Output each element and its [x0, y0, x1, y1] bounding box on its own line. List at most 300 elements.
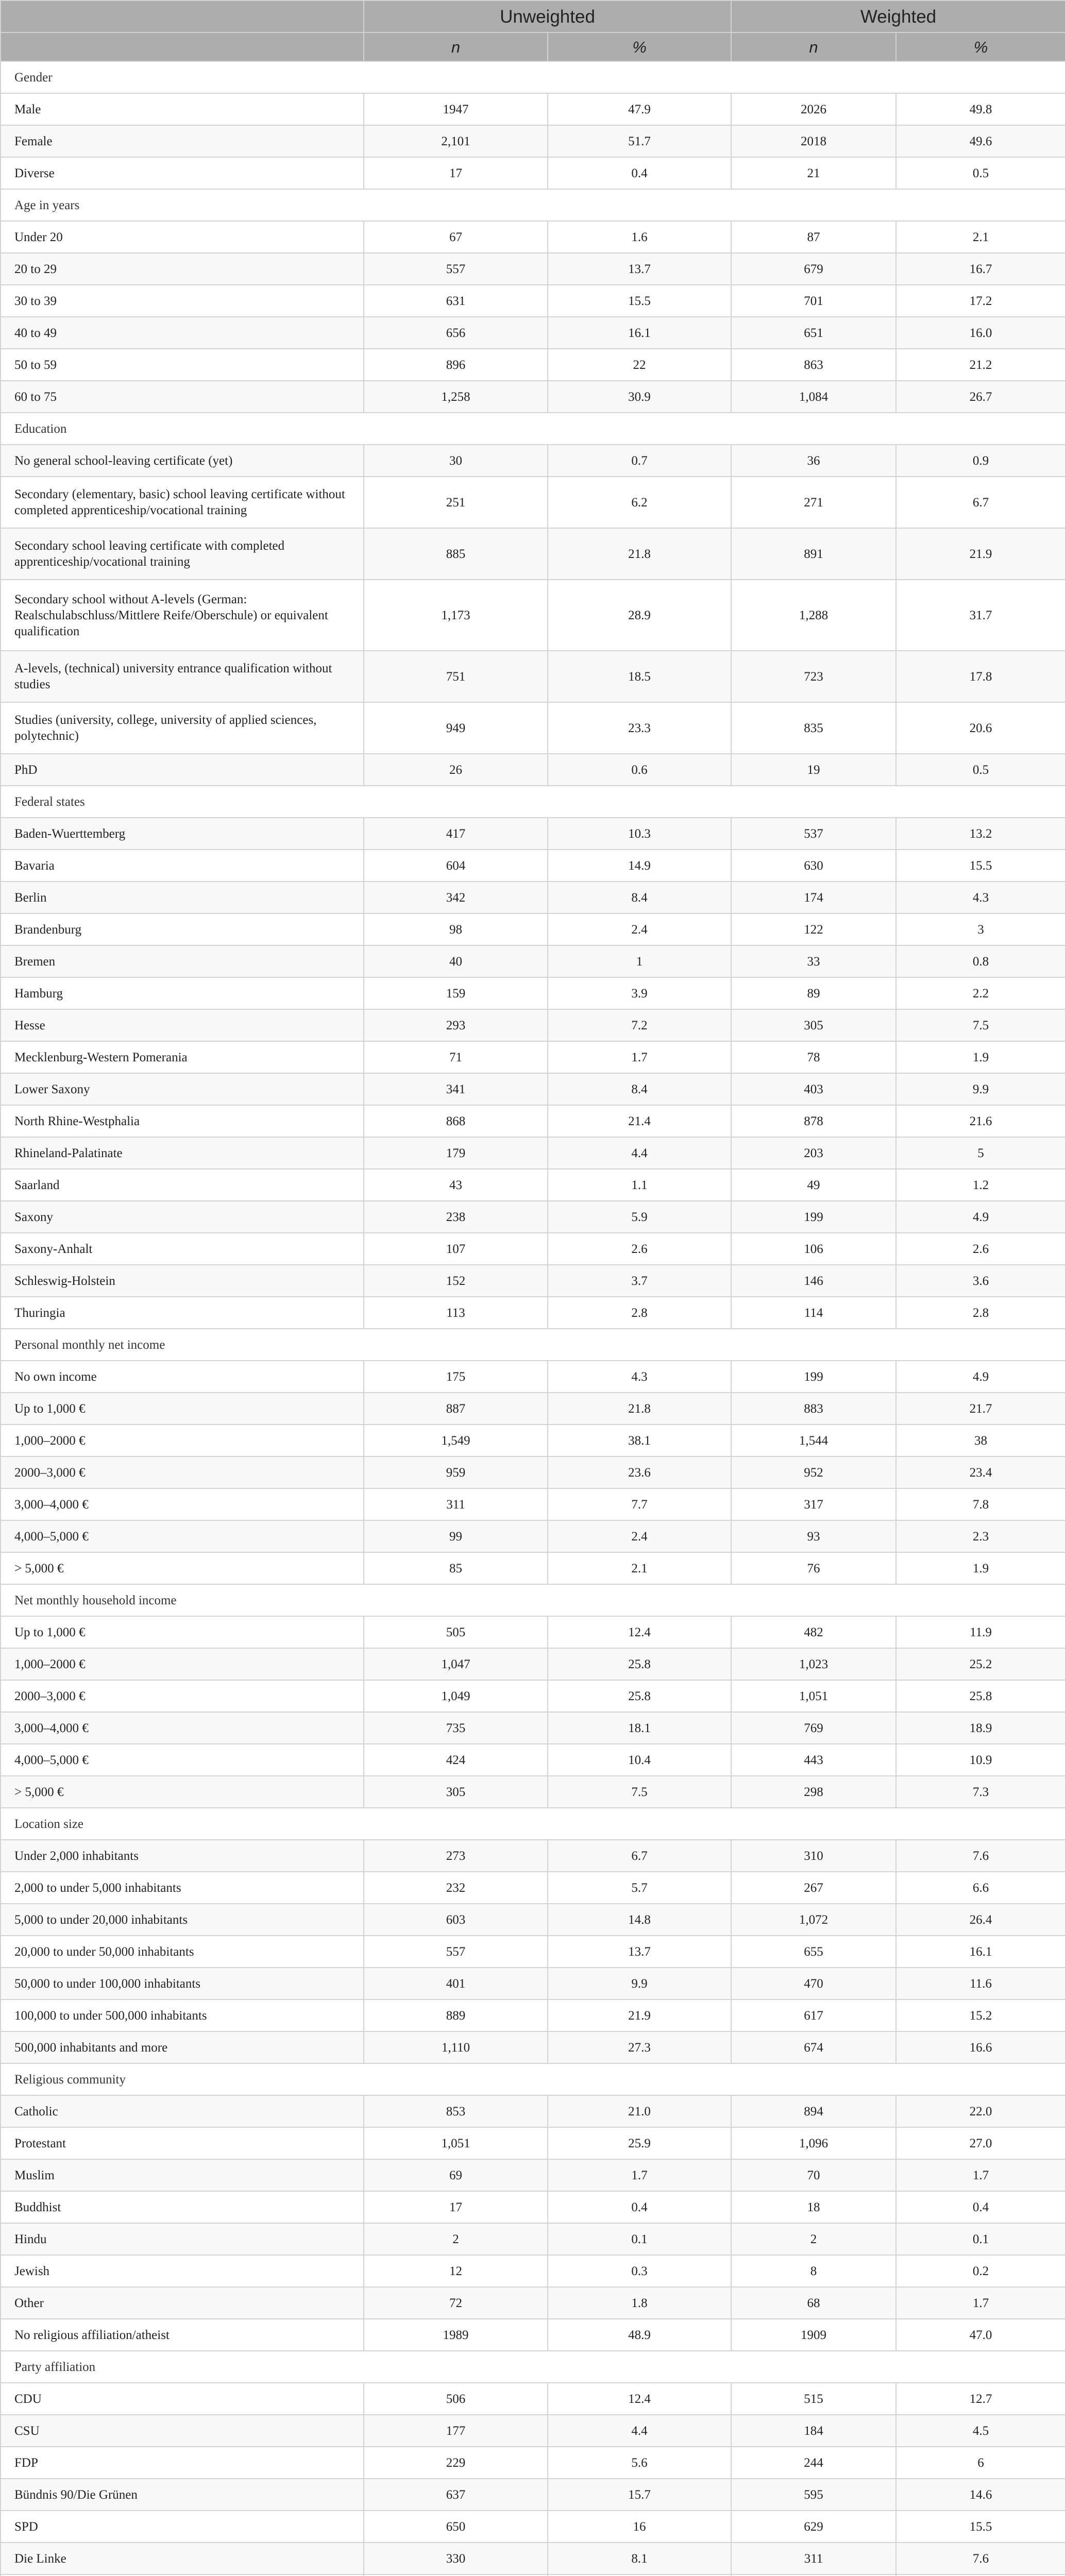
- cell-pct-unweighted: 8.4: [548, 1073, 731, 1105]
- table-row: [1, 1488, 1065, 1520]
- cell-pct-weighted: 1.2: [896, 1169, 1065, 1201]
- cell-n-weighted: 863: [731, 349, 896, 381]
- row-label: Diverse: [1, 157, 364, 189]
- cell-pct-unweighted: 1.7: [548, 1041, 731, 1073]
- cell-pct-unweighted: 14.9: [548, 850, 731, 882]
- cell-n-unweighted: 1,549: [364, 1425, 548, 1456]
- cell-n-unweighted: 71: [364, 1041, 548, 1073]
- row-label: Thuringia: [1, 1297, 364, 1329]
- section-title: Net monthly household income: [1, 1584, 1065, 1616]
- table-row: [1, 754, 1065, 786]
- cell-n-unweighted: 401: [364, 1968, 548, 1999]
- table-row: [1, 1265, 1065, 1297]
- row-label: 3,000–4,000 €: [1, 1488, 364, 1520]
- cell-pct-unweighted: 3.9: [548, 977, 731, 1009]
- cell-pct-unweighted: 0.1: [548, 2223, 731, 2255]
- cell-n-weighted: 1,096: [731, 2127, 896, 2159]
- cell-n-unweighted: 99: [364, 1520, 548, 1552]
- row-label: Under 20: [1, 221, 364, 253]
- row-label: North Rhine-Westphalia: [1, 1105, 364, 1137]
- cell-n-unweighted: 557: [364, 253, 548, 285]
- cell-pct-unweighted: 21.0: [548, 2095, 731, 2127]
- table-row: [1, 850, 1065, 882]
- row-label: > 5,000 €: [1, 1552, 364, 1584]
- cell-pct-weighted: 20.6: [896, 702, 1065, 754]
- cell-pct-weighted: 6.6: [896, 1872, 1065, 1904]
- cell-n-weighted: 305: [731, 1009, 896, 1041]
- table-row: [1, 93, 1065, 125]
- cell-pct-unweighted: 21.8: [548, 528, 731, 580]
- row-label: SPD: [1, 2511, 364, 2543]
- cell-pct-unweighted: 2.6: [548, 1233, 731, 1265]
- table-row: [1, 1041, 1065, 1073]
- cell-pct-weighted: 0.1: [896, 2223, 1065, 2255]
- cell-pct-weighted: 11.6: [896, 1968, 1065, 1999]
- table-row: [1, 1999, 1065, 2031]
- cell-n-weighted: 679: [731, 253, 896, 285]
- cell-pct-weighted: 17.8: [896, 651, 1065, 702]
- table-row: [1, 1009, 1065, 1041]
- cell-pct-weighted: 15.2: [896, 1999, 1065, 2031]
- section-row: [1, 1808, 1065, 1840]
- cell-n-weighted: 78: [731, 1041, 896, 1073]
- cell-pct-unweighted: 18.5: [548, 651, 731, 702]
- table-row: [1, 2543, 1065, 2574]
- table-row: [1, 2191, 1065, 2223]
- header-blank-2: [1, 32, 364, 61]
- table-row: [1, 1840, 1065, 1872]
- table-row: [1, 221, 1065, 253]
- cell-n-unweighted: 887: [364, 1393, 548, 1425]
- table-row: [1, 1361, 1065, 1393]
- cell-n-unweighted: 273: [364, 1840, 548, 1872]
- cell-pct-weighted: 14.6: [896, 2479, 1065, 2511]
- cell-n-weighted: 310: [731, 1840, 896, 1872]
- cell-pct-weighted: 4.9: [896, 1201, 1065, 1233]
- cell-n-unweighted: 43: [364, 1169, 548, 1201]
- row-label: Secondary school without A-levels (German: Realschulabschluss/Mittlere Reife/Oberschule) or equivalent qualification: [1, 580, 364, 651]
- cell-n-weighted: 482: [731, 1616, 896, 1648]
- row-label: Bündnis 90/Die Grünen: [1, 2479, 364, 2511]
- section-row: [1, 189, 1065, 221]
- cell-n-unweighted: 311: [364, 1488, 548, 1520]
- cell-pct-weighted: 1.7: [896, 2287, 1065, 2319]
- row-label: Schleswig-Holstein: [1, 1265, 364, 1297]
- cell-pct-weighted: 49.6: [896, 125, 1065, 157]
- cell-n-unweighted: 896: [364, 349, 548, 381]
- cell-n-weighted: 537: [731, 818, 896, 850]
- cell-pct-weighted: 21.2: [896, 349, 1065, 381]
- cell-n-unweighted: 1,049: [364, 1680, 548, 1712]
- row-label: 60 to 75: [1, 381, 364, 413]
- cell-n-weighted: 723: [731, 651, 896, 702]
- table-row: [1, 2479, 1065, 2511]
- section-title: Federal states: [1, 786, 1065, 818]
- cell-pct-unweighted: 23.6: [548, 1456, 731, 1488]
- cell-n-weighted: 33: [731, 945, 896, 977]
- cell-pct-unweighted: 25.8: [548, 1680, 731, 1712]
- table-row: [1, 317, 1065, 349]
- cell-pct-unweighted: 2.8: [548, 1297, 731, 1329]
- cell-pct-weighted: 16.7: [896, 253, 1065, 285]
- cell-pct-unweighted: 18.1: [548, 1712, 731, 1744]
- cell-n-weighted: 317: [731, 1488, 896, 1520]
- cell-pct-weighted: 0.2: [896, 2255, 1065, 2287]
- cell-pct-weighted: 26.4: [896, 1904, 1065, 1936]
- cell-pct-weighted: 7.8: [896, 1488, 1065, 1520]
- row-label: Hindu: [1, 2223, 364, 2255]
- cell-n-weighted: 93: [731, 1520, 896, 1552]
- table-row: [1, 445, 1065, 477]
- section-title: Age in years: [1, 189, 1065, 221]
- cell-pct-unweighted: 38.1: [548, 1425, 731, 1456]
- table-row: [1, 528, 1065, 580]
- row-label: 2000–3,000 €: [1, 1456, 364, 1488]
- row-label: > 5,000 €: [1, 1776, 364, 1808]
- cell-n-unweighted: 177: [364, 2415, 548, 2447]
- row-label: Brandenburg: [1, 913, 364, 945]
- cell-pct-unweighted: 2.1: [548, 1552, 731, 1584]
- cell-n-weighted: 878: [731, 1105, 896, 1137]
- cell-n-unweighted: 1,173: [364, 580, 548, 651]
- table-row: [1, 1968, 1065, 1999]
- row-label: Saarland: [1, 1169, 364, 1201]
- section-row: [1, 61, 1065, 93]
- row-label: CDU: [1, 2383, 364, 2415]
- cell-pct-weighted: 7.5: [896, 1009, 1065, 1041]
- table-row: [1, 1904, 1065, 1936]
- row-label: Protestant: [1, 2127, 364, 2159]
- cell-pct-unweighted: 21.9: [548, 1999, 731, 2031]
- cell-pct-unweighted: 8.4: [548, 882, 731, 913]
- cell-pct-weighted: 38: [896, 1425, 1065, 1456]
- cell-pct-unweighted: 15.5: [548, 285, 731, 317]
- cell-n-weighted: 894: [731, 2095, 896, 2127]
- table-row: [1, 1393, 1065, 1425]
- cell-pct-unweighted: 8.1: [548, 2543, 731, 2574]
- cell-n-weighted: 629: [731, 2511, 896, 2543]
- table-row: [1, 2127, 1065, 2159]
- cell-pct-unweighted: 16: [548, 2511, 731, 2543]
- cell-n-unweighted: 85: [364, 1552, 548, 1584]
- row-label: 5,000 to under 20,000 inhabitants: [1, 1904, 364, 1936]
- cell-pct-weighted: 4.3: [896, 882, 1065, 913]
- cell-n-weighted: 184: [731, 2415, 896, 2447]
- row-label: Buddhist: [1, 2191, 364, 2223]
- cell-pct-unweighted: 16.1: [548, 317, 731, 349]
- cell-pct-unweighted: 23.3: [548, 702, 731, 754]
- row-label: 20 to 29: [1, 253, 364, 285]
- cell-pct-weighted: 9.9: [896, 1073, 1065, 1105]
- cell-n-weighted: 515: [731, 2383, 896, 2415]
- table-row: [1, 651, 1065, 702]
- cell-pct-unweighted: 51.7: [548, 125, 731, 157]
- cell-n-weighted: 1,051: [731, 1680, 896, 1712]
- cell-n-weighted: 769: [731, 1712, 896, 1744]
- table-row: [1, 2447, 1065, 2479]
- cell-n-unweighted: 238: [364, 1201, 548, 1233]
- cell-pct-weighted: 4.9: [896, 1361, 1065, 1393]
- row-label: No general school-leaving certificate (yet): [1, 445, 364, 477]
- section-title: Education: [1, 413, 1065, 445]
- row-label: Catholic: [1, 2095, 364, 2127]
- cell-n-unweighted: 557: [364, 1936, 548, 1968]
- cell-n-weighted: 203: [731, 1137, 896, 1169]
- row-label: A-levels, (technical) university entrance qualification without studies: [1, 651, 364, 702]
- cell-n-unweighted: 1,051: [364, 2127, 548, 2159]
- cell-n-unweighted: 17: [364, 157, 548, 189]
- cell-pct-weighted: 23.4: [896, 1456, 1065, 1488]
- cell-n-unweighted: 751: [364, 651, 548, 702]
- section-title: Location size: [1, 1808, 1065, 1840]
- cell-pct-weighted: 17.2: [896, 285, 1065, 317]
- section-row: [1, 2351, 1065, 2383]
- row-label: Secondary school leaving certificate with completed apprenticeship/vocational training: [1, 528, 364, 580]
- row-label: 4,000–5,000 €: [1, 1744, 364, 1776]
- table-row: [1, 2031, 1065, 2063]
- row-label: 4,000–5,000 €: [1, 1520, 364, 1552]
- cell-pct-weighted: 15.5: [896, 850, 1065, 882]
- table-row: [1, 285, 1065, 317]
- cell-pct-unweighted: 14.8: [548, 1904, 731, 1936]
- cell-n-unweighted: 506: [364, 2383, 548, 2415]
- table-row: [1, 1297, 1065, 1329]
- cell-pct-weighted: 3: [896, 913, 1065, 945]
- section-title: Religious community: [1, 2063, 1065, 2095]
- cell-n-weighted: 835: [731, 702, 896, 754]
- cell-n-weighted: 122: [731, 913, 896, 945]
- cell-n-weighted: 70: [731, 2159, 896, 2191]
- cell-pct-unweighted: 12.4: [548, 2383, 731, 2415]
- cell-n-weighted: 1,544: [731, 1425, 896, 1456]
- table-row: [1, 945, 1065, 977]
- table-row: [1, 1872, 1065, 1904]
- header-pct-weighted: %: [896, 32, 1065, 61]
- cell-pct-unweighted: 6.2: [548, 477, 731, 528]
- cell-pct-weighted: 1.9: [896, 1041, 1065, 1073]
- cell-n-weighted: 630: [731, 850, 896, 882]
- cell-n-weighted: 106: [731, 1233, 896, 1265]
- cell-n-unweighted: 735: [364, 1712, 548, 1744]
- cell-n-unweighted: 229: [364, 2447, 548, 2479]
- cell-n-unweighted: 67: [364, 221, 548, 253]
- table-row: [1, 1680, 1065, 1712]
- cell-pct-weighted: 21.7: [896, 1393, 1065, 1425]
- cell-n-weighted: 19: [731, 754, 896, 786]
- cell-n-unweighted: 1,258: [364, 381, 548, 413]
- cell-pct-unweighted: 10.3: [548, 818, 731, 850]
- cell-n-weighted: 595: [731, 2479, 896, 2511]
- cell-n-weighted: 1,023: [731, 1648, 896, 1680]
- cell-n-weighted: 655: [731, 1936, 896, 1968]
- cell-n-weighted: 891: [731, 528, 896, 580]
- cell-n-weighted: 271: [731, 477, 896, 528]
- table-row: [1, 349, 1065, 381]
- row-label: Rhineland-Palatinate: [1, 1137, 364, 1169]
- cell-n-unweighted: 1,047: [364, 1648, 548, 1680]
- cell-n-unweighted: 1989: [364, 2319, 548, 2351]
- cell-n-weighted: 1909: [731, 2319, 896, 2351]
- cell-pct-unweighted: 28.9: [548, 580, 731, 651]
- row-label: 1,000–2000 €: [1, 1425, 364, 1456]
- cell-n-unweighted: 305: [364, 1776, 548, 1808]
- cell-n-weighted: 298: [731, 1776, 896, 1808]
- cell-n-unweighted: 113: [364, 1297, 548, 1329]
- cell-n-weighted: 89: [731, 977, 896, 1009]
- row-label: PhD: [1, 754, 364, 786]
- cell-n-unweighted: 30: [364, 445, 548, 477]
- cell-pct-weighted: 0.5: [896, 754, 1065, 786]
- cell-n-weighted: 199: [731, 1361, 896, 1393]
- cell-n-weighted: 174: [731, 882, 896, 913]
- cell-pct-weighted: 4.5: [896, 2415, 1065, 2447]
- cell-pct-weighted: 2.1: [896, 221, 1065, 253]
- cell-pct-unweighted: 6.7: [548, 1840, 731, 1872]
- cell-pct-unweighted: 3.7: [548, 1265, 731, 1297]
- cell-pct-weighted: 1.9: [896, 1552, 1065, 1584]
- cell-pct-weighted: 0.4: [896, 2191, 1065, 2223]
- table-row: [1, 157, 1065, 189]
- row-label: 3,000–4,000 €: [1, 1712, 364, 1744]
- cell-pct-weighted: 2.2: [896, 977, 1065, 1009]
- cell-n-unweighted: 175: [364, 1361, 548, 1393]
- table-row: [1, 477, 1065, 528]
- cell-pct-unweighted: 27.3: [548, 2031, 731, 2063]
- table-row: [1, 702, 1065, 754]
- cell-pct-unweighted: 1.6: [548, 221, 731, 253]
- row-label: 30 to 39: [1, 285, 364, 317]
- table-row: [1, 882, 1065, 913]
- section-title: Gender: [1, 61, 1065, 93]
- cell-n-unweighted: 505: [364, 1616, 548, 1648]
- cell-n-weighted: 18: [731, 2191, 896, 2223]
- cell-pct-weighted: 25.2: [896, 1648, 1065, 1680]
- header-row-columns: [1, 32, 1065, 61]
- cell-n-unweighted: 330: [364, 2543, 548, 2574]
- cell-n-weighted: 244: [731, 2447, 896, 2479]
- cell-n-unweighted: 959: [364, 1456, 548, 1488]
- cell-pct-weighted: 3.6: [896, 1265, 1065, 1297]
- row-label: Up to 1,000 €: [1, 1393, 364, 1425]
- cell-pct-unweighted: 4.4: [548, 1137, 731, 1169]
- table-row: [1, 580, 1065, 651]
- cell-n-unweighted: 179: [364, 1137, 548, 1169]
- cell-pct-weighted: 25.8: [896, 1680, 1065, 1712]
- table-row: [1, 2095, 1065, 2127]
- header-n-unweighted: n: [364, 32, 548, 61]
- cell-n-weighted: 883: [731, 1393, 896, 1425]
- cell-n-unweighted: 159: [364, 977, 548, 1009]
- section-title: Personal monthly net income: [1, 1329, 1065, 1361]
- row-label: Other: [1, 2287, 364, 2319]
- cell-pct-weighted: 2.6: [896, 1233, 1065, 1265]
- cell-n-weighted: 76: [731, 1552, 896, 1584]
- cell-pct-weighted: 13.2: [896, 818, 1065, 850]
- cell-pct-unweighted: 0.6: [548, 754, 731, 786]
- cell-n-unweighted: 107: [364, 1233, 548, 1265]
- section-title: Party affiliation: [1, 2351, 1065, 2383]
- cell-n-unweighted: 152: [364, 1265, 548, 1297]
- table-row: [1, 2383, 1065, 2415]
- cell-n-weighted: 49: [731, 1169, 896, 1201]
- row-label: Saxony: [1, 1201, 364, 1233]
- cell-n-unweighted: 631: [364, 285, 548, 317]
- cell-pct-weighted: 5: [896, 1137, 1065, 1169]
- table-row: [1, 1520, 1065, 1552]
- cell-pct-unweighted: 2.4: [548, 1520, 731, 1552]
- table-row: [1, 2223, 1065, 2255]
- cell-n-weighted: 2: [731, 2223, 896, 2255]
- cell-pct-unweighted: 13.7: [548, 1936, 731, 1968]
- cell-pct-weighted: 16.6: [896, 2031, 1065, 2063]
- section-row: [1, 786, 1065, 818]
- row-label: 50,000 to under 100,000 inhabitants: [1, 1968, 364, 1999]
- cell-n-unweighted: 1947: [364, 93, 548, 125]
- cell-n-weighted: 21: [731, 157, 896, 189]
- cell-pct-weighted: 27.0: [896, 2127, 1065, 2159]
- cell-pct-weighted: 22.0: [896, 2095, 1065, 2127]
- row-label: Female: [1, 125, 364, 157]
- header-pct-unweighted: %: [548, 32, 731, 61]
- row-label: FDP: [1, 2447, 364, 2479]
- section-row: [1, 413, 1065, 445]
- row-label: Lower Saxony: [1, 1073, 364, 1105]
- cell-n-weighted: 651: [731, 317, 896, 349]
- table-row: [1, 1456, 1065, 1488]
- row-label: Bremen: [1, 945, 364, 977]
- table-row: [1, 2319, 1065, 2351]
- cell-n-unweighted: 1,110: [364, 2031, 548, 2063]
- table-row: [1, 2159, 1065, 2191]
- cell-n-unweighted: 341: [364, 1073, 548, 1105]
- cell-n-weighted: 199: [731, 1201, 896, 1233]
- table-row: [1, 1648, 1065, 1680]
- cell-pct-unweighted: 15.7: [548, 2479, 731, 2511]
- cell-pct-weighted: 10.9: [896, 1744, 1065, 1776]
- table-row: [1, 1936, 1065, 1968]
- cell-n-weighted: 701: [731, 285, 896, 317]
- cell-pct-weighted: 0.5: [896, 157, 1065, 189]
- row-label: Studies (university, college, university of applied sciences, polytechnic): [1, 702, 364, 754]
- row-label: Under 2,000 inhabitants: [1, 1840, 364, 1872]
- cell-n-unweighted: 889: [364, 1999, 548, 2031]
- cell-n-unweighted: 949: [364, 702, 548, 754]
- table-row: [1, 2511, 1065, 2543]
- cell-n-weighted: 87: [731, 221, 896, 253]
- row-label: 50 to 59: [1, 349, 364, 381]
- table-row: [1, 125, 1065, 157]
- cell-pct-unweighted: 5.9: [548, 1201, 731, 1233]
- table-row: [1, 1233, 1065, 1265]
- table-row: [1, 1712, 1065, 1744]
- cell-pct-weighted: 7.6: [896, 2543, 1065, 2574]
- table-header: [1, 1, 1065, 61]
- table-row: [1, 977, 1065, 1009]
- row-label: 100,000 to under 500,000 inhabitants: [1, 1999, 364, 2031]
- cell-n-weighted: 36: [731, 445, 896, 477]
- header-weighted: Weighted: [731, 1, 1065, 32]
- cell-pct-unweighted: 4.4: [548, 2415, 731, 2447]
- row-label: Muslim: [1, 2159, 364, 2191]
- cell-n-weighted: 8: [731, 2255, 896, 2287]
- table-row: [1, 1776, 1065, 1808]
- cell-n-unweighted: 603: [364, 1904, 548, 1936]
- cell-pct-unweighted: 7.5: [548, 1776, 731, 1808]
- cell-pct-unweighted: 9.9: [548, 1968, 731, 1999]
- cell-n-unweighted: 342: [364, 882, 548, 913]
- cell-n-weighted: 68: [731, 2287, 896, 2319]
- cell-n-weighted: 403: [731, 1073, 896, 1105]
